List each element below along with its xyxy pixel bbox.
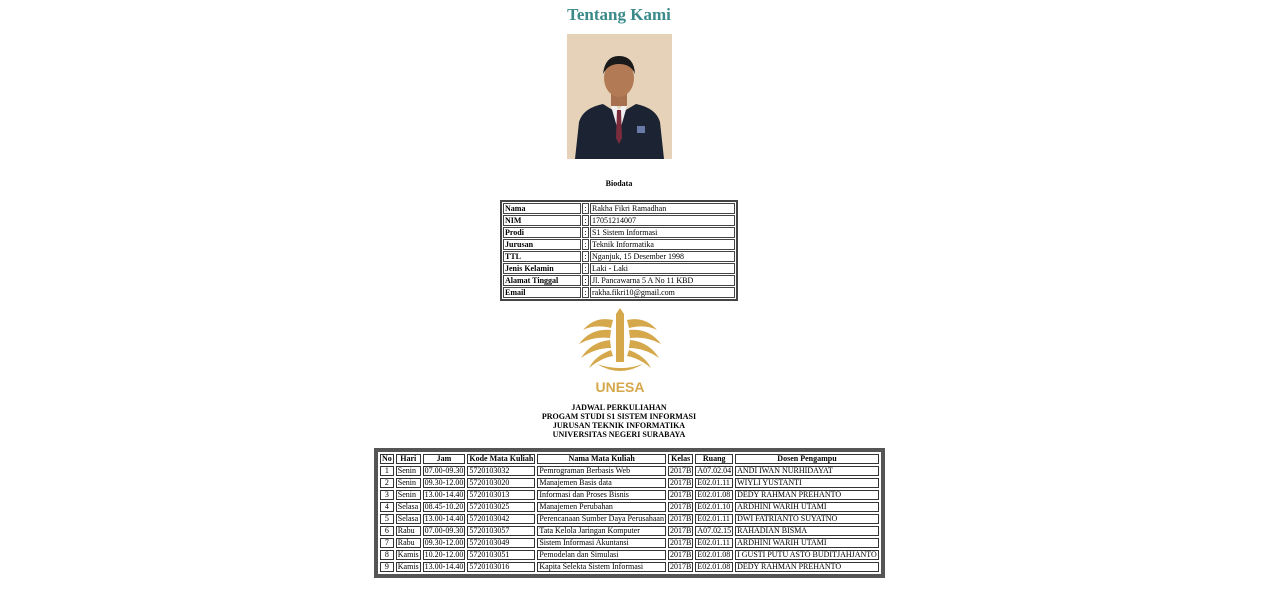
column-header: Ruang xyxy=(695,454,733,464)
course-no: 5 xyxy=(380,514,394,524)
course-code: 5720103051 xyxy=(467,550,535,560)
course-time: 07.00-09.30 xyxy=(424,526,464,535)
course-code: 5720103020 xyxy=(467,478,535,488)
course-day: Senin xyxy=(396,478,421,488)
course-time: 13.00-14.40 xyxy=(424,490,464,499)
course-class: 2017B xyxy=(669,502,692,511)
page-title: Tentang Kami xyxy=(567,5,671,24)
course-room: E02.01.08 xyxy=(695,550,733,560)
course-name: Sistem Informasi Akuntansi xyxy=(537,538,666,548)
biodata-value: Rakha Fikri Ramadhan xyxy=(590,203,735,214)
course-day: Rabu xyxy=(396,538,421,548)
course-class: 2017B xyxy=(669,550,692,559)
course-day: Senin xyxy=(396,490,421,500)
schedule-heading-line: PROGAM STUDI S1 SISTEM INFORMASI xyxy=(541,412,697,421)
course-code: 5720103025 xyxy=(467,502,535,512)
biodata-title: Biodata xyxy=(605,179,633,188)
course-no: 3 xyxy=(380,490,394,500)
course-time: 09.30-12.00 xyxy=(424,538,464,547)
course-name: Kapita Selekta Sistem Informasi xyxy=(537,562,666,572)
table-row xyxy=(503,275,735,286)
course-code: 5720103013 xyxy=(467,490,535,500)
person-photo-icon xyxy=(567,34,672,159)
course-code: 5720103032 xyxy=(467,466,535,476)
table-row xyxy=(503,215,735,226)
biodata-label: Email xyxy=(503,287,581,298)
biodata-separator: : xyxy=(582,227,589,238)
column-header: Kelas xyxy=(668,454,693,464)
course-day: Kamis xyxy=(397,550,419,559)
course-class: 2017B xyxy=(669,466,692,475)
biodata-label: NIM xyxy=(503,215,581,226)
course-room: E02.01.11 xyxy=(695,478,733,488)
course-time: 09.30-12.00 xyxy=(424,478,464,487)
course-day: Kamis xyxy=(397,562,419,571)
biodata-separator: : xyxy=(582,215,589,226)
course-no: 4 xyxy=(380,502,394,512)
course-lecturer: DWI FATRIANTO SUYATNO xyxy=(735,514,879,524)
course-room: E02.01.11 xyxy=(695,538,733,548)
schedule-heading xyxy=(0,403,1238,439)
table-row xyxy=(380,490,879,500)
course-lecturer: ARDHINI WARIH UTAMI xyxy=(735,538,879,548)
column-header: Dosen Pengampu xyxy=(735,454,879,464)
biodata-value: Nganjuk, 15 Desember 1998 xyxy=(590,251,735,262)
course-time: 13.00-14.40 xyxy=(424,514,464,523)
course-day: Selasa xyxy=(396,514,421,524)
course-lecturer: ARDHINI WARIH UTAMI xyxy=(735,502,879,512)
biodata-value: 17051214007 xyxy=(590,215,735,226)
course-lecturer: DEDY RAHMAN PREHANTO xyxy=(735,490,879,500)
biodata-value: S1 Sistem Informasi xyxy=(590,227,735,238)
table-row xyxy=(380,526,879,536)
table-row xyxy=(503,251,735,262)
course-name: Perencanaan Sumber Daya Perusahaan xyxy=(539,514,664,523)
course-room: A07.02.15 xyxy=(697,526,732,535)
biodata-value: Jl. Pancawarna 5 A No 11 KBD xyxy=(590,275,735,286)
table-row xyxy=(503,239,735,250)
course-day: Senin xyxy=(396,466,421,476)
table-row xyxy=(380,550,879,560)
course-class: 2017B xyxy=(669,478,692,487)
column-header: Kode Mata Kuliah xyxy=(469,454,534,463)
biodata-separator: : xyxy=(582,251,589,262)
table-row xyxy=(380,478,879,488)
table-row xyxy=(380,502,879,512)
course-no: 7 xyxy=(380,538,394,548)
course-code: 5720103042 xyxy=(467,514,535,524)
biodata-value: rakha.fikri10@gmail.com xyxy=(590,287,735,298)
unesa-emblem-icon xyxy=(575,306,665,396)
biodata-label: Alamat Tinggal xyxy=(503,275,581,286)
schedule-heading-line: UNIVERSITAS NEGERI SURABAYA xyxy=(552,430,686,439)
biodata-table xyxy=(500,200,738,301)
course-room: E02.01.08 xyxy=(695,490,733,500)
column-header: No xyxy=(382,454,392,463)
logo-text: UNESA xyxy=(595,379,645,395)
biodata-value: Laki - Laki xyxy=(590,263,735,274)
course-class: 2017B xyxy=(669,562,692,571)
course-time: 08.45-10.20 xyxy=(424,502,464,511)
course-lecturer: DEDY RAHMAN PREHANTO xyxy=(735,562,879,572)
table-row xyxy=(380,538,879,548)
table-row xyxy=(380,514,879,524)
profile-photo xyxy=(567,34,672,159)
course-no: 8 xyxy=(380,550,394,560)
table-row xyxy=(503,263,735,274)
course-no: 6 xyxy=(380,526,394,536)
course-name: Pemodelan dan Simulasi xyxy=(537,550,666,560)
schedule-heading-line: JURUSAN TEKNIK INFORMATIKA xyxy=(552,421,686,430)
biodata-label: Jenis Kelamin xyxy=(503,263,581,274)
course-day: Rabu xyxy=(396,526,421,536)
course-class: 2017B xyxy=(669,526,692,535)
schedule-table xyxy=(374,448,885,578)
table-row xyxy=(380,466,879,476)
course-class: 2017B xyxy=(669,490,692,499)
table-row xyxy=(380,562,879,572)
unesa-logo xyxy=(575,306,665,396)
column-header: Jam xyxy=(423,454,466,464)
course-lecturer: I GUSTI PUTU ASTO BUDITJAHJANTO xyxy=(737,550,877,559)
course-name: Pemrograman Berbasis Web xyxy=(537,466,666,476)
course-name: Manajemen Perubahan xyxy=(537,502,666,512)
biodata-label: Nama xyxy=(503,203,581,214)
course-name: Manajemen Basis data xyxy=(537,478,666,488)
course-time: 13.00-14.40 xyxy=(424,562,464,571)
biodata-separator: : xyxy=(582,275,589,286)
course-room: E02.01.10 xyxy=(695,502,733,512)
column-header: Nama Mata Kuliah xyxy=(537,454,666,464)
course-name: Tata Kelola Jaringan Komputer xyxy=(537,526,666,536)
table-header-row xyxy=(380,454,879,464)
biodata-label: TTL xyxy=(503,251,581,262)
course-day: Selasa xyxy=(396,502,421,512)
table-row xyxy=(503,287,735,298)
table-row xyxy=(503,227,735,238)
course-class: 2017B xyxy=(669,514,692,523)
table-row xyxy=(503,203,735,214)
course-time: 07.00-09.30 xyxy=(424,466,464,475)
course-no: 9 xyxy=(380,562,394,572)
biodata-label: Prodi xyxy=(503,227,581,238)
course-lecturer: WIYLI YUSTANTI xyxy=(735,478,879,488)
course-class: 2017B xyxy=(669,538,692,547)
schedule-heading-line: JADWAL PERKULIAHAN xyxy=(571,403,667,412)
biodata-separator: : xyxy=(582,203,589,214)
course-code: 5720103049 xyxy=(467,538,535,548)
column-header: Hari xyxy=(396,454,421,464)
biodata-separator: : xyxy=(582,287,589,298)
biodata-separator: : xyxy=(582,239,589,250)
course-lecturer: RAHADIAN BISMA xyxy=(735,526,879,536)
course-room: A07.02.04 xyxy=(697,466,732,475)
course-room: E02.01.11 xyxy=(695,514,733,524)
biodata-label: Jurusan xyxy=(503,239,581,250)
course-room: E02.01.08 xyxy=(695,562,733,572)
course-code: 5720103057 xyxy=(467,526,535,536)
course-code: 5720103016 xyxy=(467,562,535,572)
course-name: Informasi dan Proses Bisnis xyxy=(537,490,666,500)
course-no: 2 xyxy=(380,478,394,488)
course-no: 1 xyxy=(380,466,394,476)
biodata-value: Teknik Informatika xyxy=(590,239,735,250)
course-time: 10.20-12.00 xyxy=(424,550,464,559)
course-lecturer: ANDI IWAN NURHIDAYAT xyxy=(735,466,879,476)
biodata-separator: : xyxy=(582,263,589,274)
